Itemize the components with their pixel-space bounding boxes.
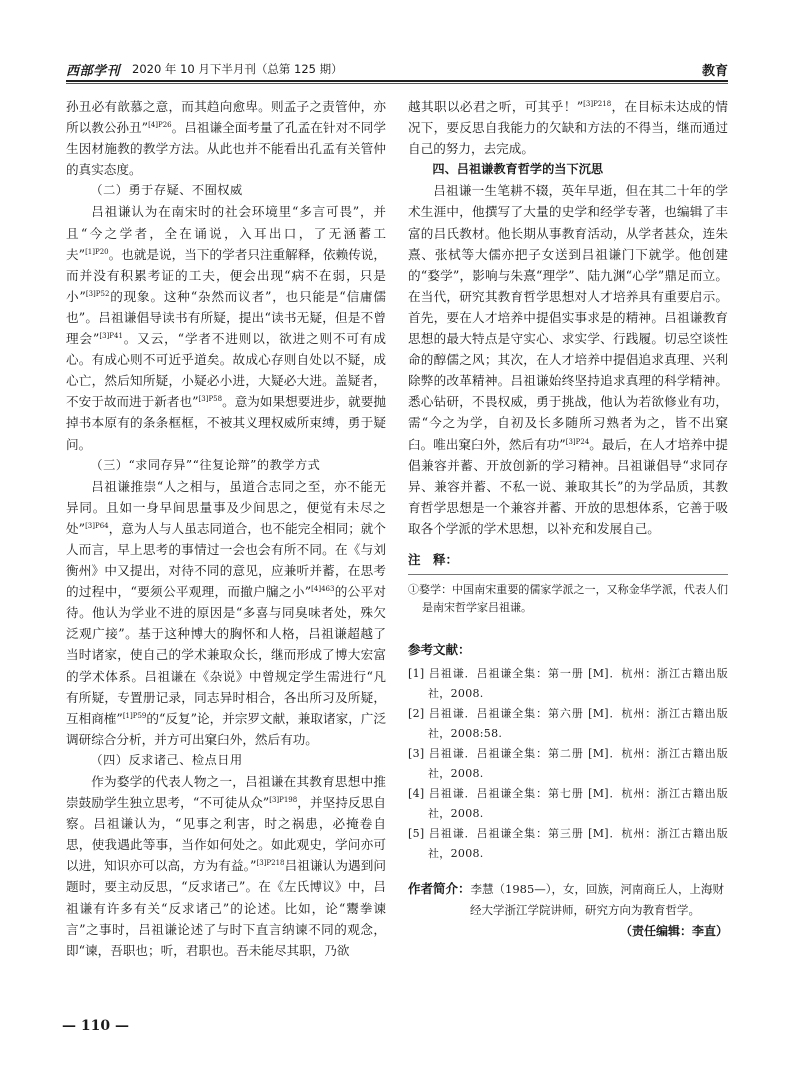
paragraph: 越其职以必君之听，可其乎！”$^{[3]P218}$，在目标未达成的情况下，要反思自我能力的欠缺和方法的不得当，继而通过自己的努力，去完成。 [408, 99, 728, 157]
paragraph: 孙丑必有歆慕之意，而其趋向愈卑。则孟子之责管仲，亦所以教公孙丑”$^{[4]P26}$。吕祖谦全面考量了孔孟在针对不同学生因材施教的教学方法。从此也并不能看出孔孟有关管仲的真实态度。 [66, 99, 386, 178]
section-tag: 教育 [701, 64, 728, 79]
citation: [3]P198 [269, 795, 298, 804]
citation: [1]P20 [85, 247, 109, 256]
citation: [4]463 [311, 584, 335, 593]
author-bio [408, 878, 728, 921]
subsection-heading: （三）“求同存异”“往复论辩”的教学方式 [90, 457, 321, 472]
paragraph: 吕祖谦推崇“人之相与，虽道合志同之至，亦不能无异同。且如一身早间思量事及少间思之，便觉有未尽之处”$^{[3]P64}$，意为人与人虽志同道合，也不能完全相同；就个人而言，早上思考的事情过一会也会有所不同。在《与刘衡州》中又提出，对待不同的意见，应兼听并蓄，在思考的过程中，“要须公平观理，而撤户牖之小”$^{[4]463}$的公平对待。他认为学业不进的原因是“多喜与同臭味者处，殊欠泛观广接”。基于这种博大的胸怀和人格，吕祖谦超越了当时诸家，使自己的学术兼取众长，继而形成了博大宏富的学术体系。吕祖谦在《杂说》中曾规定学生需进行“凡有所疑，专置册记录，同志异时相合，各出所习及所疑，互相商榷”$^{[1]P59}$的“反复”论，并宗罗文献，兼取诸家，广泛调研综合分析，并方可出窠臼外，然后有功。 [66, 478, 387, 747]
citation: [3]P218 [256, 859, 285, 868]
note-item: ①婺学：中国南宋重要的儒家学派之一，又称金华学派，代表人们是南宋哲学家吕祖谦。 [408, 583, 728, 615]
reference-item: [1] 吕祖谦．吕祖谦全集：第一册 [M]．杭州：浙江古籍出版社，2008. [408, 667, 728, 701]
header-rule-thin [66, 83, 728, 84]
notes-divider [408, 574, 728, 575]
author-label: 作者简介： [408, 881, 471, 897]
citation: [1]P59 [122, 711, 147, 720]
journal-logo: 西部学刊 [66, 64, 121, 79]
page-number: — 110 — [62, 1018, 129, 1034]
citation: [3]P64 [85, 521, 109, 530]
citation: [3]P218 [583, 99, 612, 108]
author-text: 经大学浙江学院讲师，研究方向为教育哲学。 [470, 903, 700, 918]
notes-block [408, 549, 728, 617]
citation: [3]P41 [99, 331, 123, 340]
paragraph: 作为婺学的代表人物之一，吕祖谦在其教育思想中推崇鼓励学生独立思考，“不可徒从众”$^{[3]P198}$，并坚持反思自察。吕祖谦认为，“见事之利害，时之祸患，必掩卷自思，使我遇此等事，当作如何处之。如此观史，学问亦可以进，知识亦可以高，方为有益。”$^{[3]P218}$吕祖谦认为遇到问题时，要主动反思，“反求诸己”。在《左氏博议》中，吕祖谦有许多有关“反求诸己”的论述。比如，论“鬻拳谏言”之事时，吕祖谦论述了与时下直言纳谏不同的观念，即“谏，吾职也；听，君职也。吾未能尽其职，乃欲 [66, 774, 387, 958]
citation: [3]P24 [565, 437, 590, 446]
responsible-editor: （责任编辑：李直） [619, 924, 728, 939]
citation: [3]P58 [198, 395, 223, 404]
left-column [66, 96, 386, 961]
issue-info: 2020 年 10 月下半月刊（总第 125 期） [132, 62, 343, 76]
notes-title: 注 释： [408, 551, 459, 567]
paragraph: 吕祖谦认为在南宋时的社会环境里“多言可畏”，并且“今之学者，全在诵说，入耳出口，了无涵蓄工夫”$^{[1]P20}$。也就是说，当下的学者只注重解释，依赖传说，而并没有积累考证的工夫，便会出现“病不在弱，只是小”$^{[3]P52}$的现象。这种“杂然而议者”，也只能是“信庸儒也”。吕祖谦倡导读书有所疑，提出“读书无疑，但是不曾理会”$^{[3]P41}$。又云，“学者不进则以，欲进之则不可有成心。有成心则不可近乎道矣。故成心存则自处以不疑，成心亡，然后知所疑，小疑必小进，大疑必大进。盖疑者，不安于故而进于新者也”$^{[3]P58}$。意为如果想要进步，就要抛掉书本原有的条条框框，不被其义理权威所束缚，勇于疑问。 [66, 204, 387, 452]
subsection-heading: （四）反求诸己、检点日用 [90, 752, 243, 767]
right-column [408, 96, 728, 942]
section-heading: 四、吕祖谦教育哲学的当下沉思 [432, 162, 604, 177]
header-rule [66, 80, 728, 82]
reference-item: [5] 吕祖谦．吕祖谦全集：第三册 [M]．杭州：浙江古籍出版社，2008. [408, 827, 728, 861]
reference-item: [4] 吕祖谦．吕祖谦全集：第七册 [M]．杭州：浙江古籍出版社，2008. [408, 787, 728, 821]
references-title: 参考文献： [408, 642, 471, 658]
citation: [3]P52 [85, 289, 110, 298]
reference-item: [3] 吕祖谦．吕祖谦全集：第二册 [M]．杭州：浙江古籍出版社，2008. [408, 747, 728, 781]
page-header [66, 58, 728, 78]
citation: [4]P26 [148, 120, 172, 129]
author-text: 李慧（1985—），女，回族，河南商丘人，上海财 [470, 882, 725, 897]
paragraph: 吕祖谦一生笔耕不辍，英年早逝，但在其二十年的学术生涯中，他撰写了大量的史学和经学专著，也编辑了丰富的吕氏教材。他长期从事教育活动，从学者甚众，连朱熹、张栻等大儒亦把子女送到吕祖谦门下就学。他创建的“婺学”，影响与朱熹“理学”、陆九渊“心学”鼎足而立。在当代，研究其教育哲学思想对人才培养具有重要启示。首先，要在人才培养中提倡实事求是的精神。吕祖谦教育思想的最大特点是守实心、求实学、行践履。切忌空谈性命的醇儒之风；其次，在人才培养中提倡追求真理、兴利除弊的改革精神。吕祖谦始终坚持追求真理的科学精神。悉心钻研，不畏权威，勇于挑战，他认为若欲修业有功，需“今之为学，自初及长多随所习熟者为之，皆不出窠臼。唯出窠臼外，然后有功”$^{[3]P24}$。最后，在人才培养中提倡兼容并蓄、开放创新的学习精神。吕祖谦倡导“求同存异、兼容并蓄、不私一说、兼取其长”的为学品质，其教育哲学思想是一个兼容并蓄、开放的思想体系，它善于吸取各个学派的学术思想，以补充和发展自己。 [408, 183, 728, 536]
reference-item: [2] 吕祖谦．吕祖谦全集：第六册 [M]．杭州：浙江古籍出版社，2008:58. [408, 707, 728, 741]
subsection-heading: （二）勇于存疑、不囿权威 [90, 183, 243, 198]
